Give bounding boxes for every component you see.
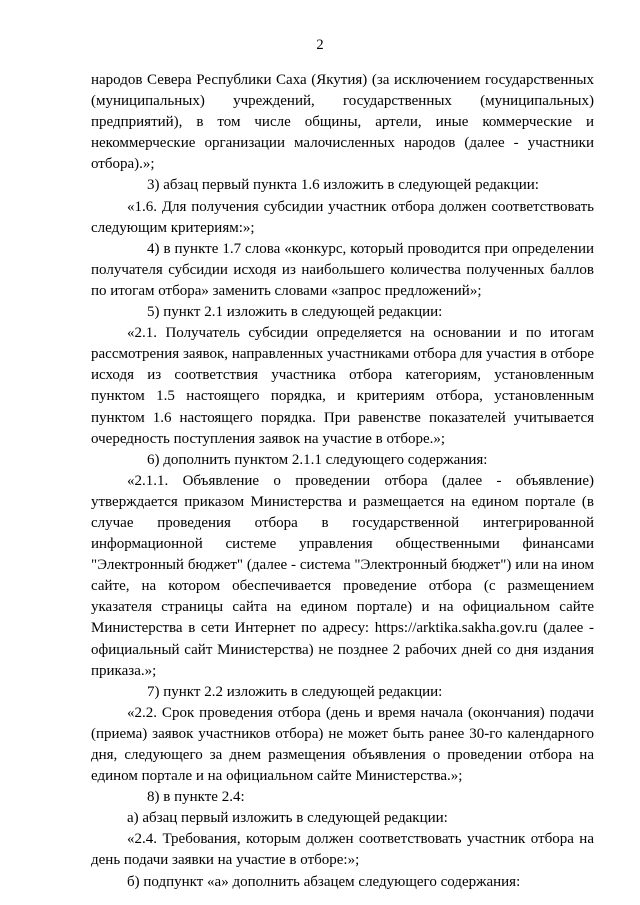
item-number: 3) [147,177,160,194]
list-item [91,239,594,302]
item-text: пункт 2.1 изложить в следующей редакции: [163,304,443,321]
paragraph: народов Севера Республики Саха (Якутия) (за исключением государственных (муниципальных) учреждений, государственных (муниципальных) предприятий), в том числе общины, артели, иные коммерческие и некоммерческие организации малочисленных народов (далее - участники отбора).»; [91,72,594,173]
list-item [91,175,594,196]
list-item [91,450,594,471]
list-item [91,302,594,323]
paragraph: а) абзац первый изложить в следующей редакции: [127,810,448,827]
document-body [91,70,594,893]
page-number: 2 [316,37,324,53]
paragraph: «2.1. Получатель субсидии определяется на основании и по итогам рассмотрения заявок, направленных участниками отбора для участия в отборе исходя из соответствия участника отбора категориям, установленным пунктом 1.5 настоящего порядка, и критериям отбора, установленным пунктом 1.6 настоящего порядка. При равенстве показателей учитывается очередность поступления заявок на участие в отборе.»; [91,325,594,447]
list-item [91,787,594,808]
item-text: в пункте 1.7 слова «конкурс, который проводится при определении получателя субсидии исходя из наибольшего количества полученных баллов по итогам отбора» заменить словами «запрос предложений»; [91,240,594,299]
paragraph: «1.6. Для получения субсидии участник отбора должен соответствовать следующим критериям:»; [91,198,594,236]
paragraph: «2.4. Требования, которым должен соответствовать участник отбора на день подачи заявки на участие в отборе:»; [91,831,594,869]
item-text: дополнить пунктом 2.1.1 следующего содержания: [163,451,488,468]
item-text: абзац первый пункта 1.6 изложить в следующей редакции: [163,177,539,194]
item-number: 4) [147,240,160,257]
paragraph: «2.1.1. Объявление о проведении отбора (далее - объявление) утверждается приказом Министерства и размещается на едином портале (в случае проведения отбора в государственной интегрированной информационной системе управления общественными финансами "Электронный бюджет" (далее - система "Электронный бюджет") или на ином сайте, на котором обеспечивается проведение отбора (с размещением указателя страницы сайта на едином портале) и на официальном сайте Министерства в сети Интернет по адресу: https://arktika.sakha.gov.ru (далее - официальный сайт Министерства) не позднее 2 рабочих дней со дня издания приказа.»; [91,472,594,679]
item-number: 5) [147,304,160,321]
item-number: 8) [147,789,160,806]
list-item [91,682,594,703]
paragraph: б) подпункт «а» дополнить абзацем следующего содержания: [127,873,521,890]
item-text: пункт 2.2 изложить в следующей редакции: [163,683,443,700]
item-text: в пункте 2.4: [163,789,245,806]
item-number: 6) [147,451,160,468]
item-number: 7) [147,683,160,700]
paragraph: «2.2. Срок проведения отбора (день и время начала (окончания) подачи (приема) заявок участников отбора) не может быть ранее 30-го календарного дня, следующего за днем размещения объявления о проведении отбора на едином портале и на официальном сайте Министерства.»; [91,704,594,785]
